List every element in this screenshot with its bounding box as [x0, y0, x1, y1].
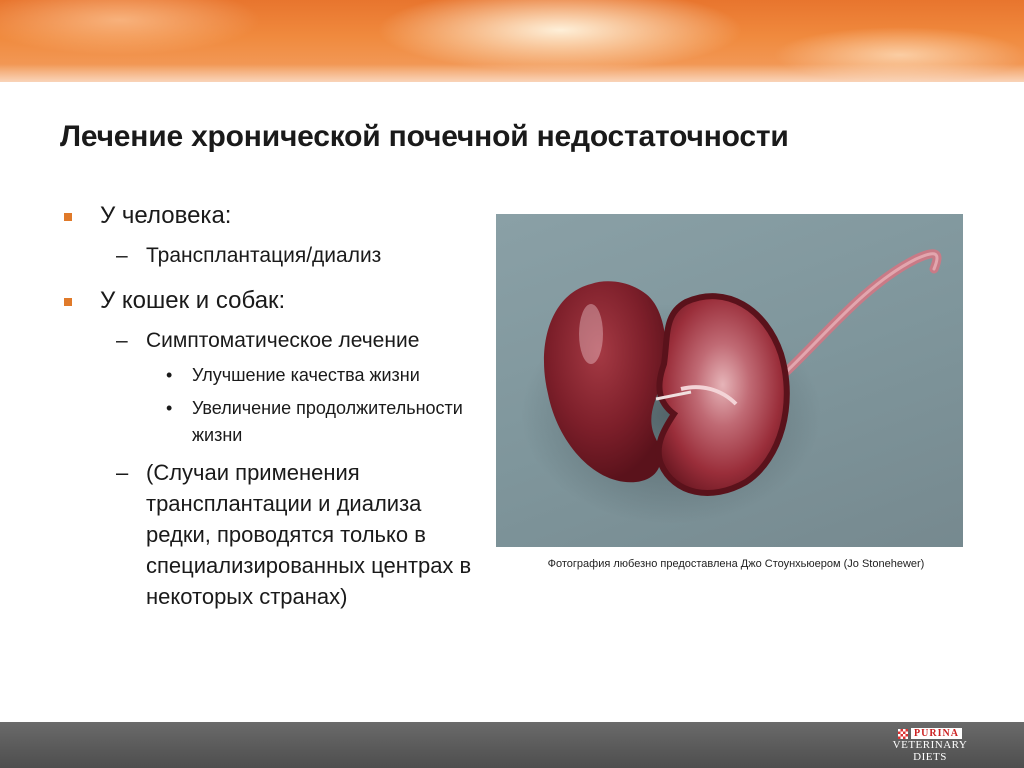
logo-line-1: VETERINARY: [892, 739, 968, 751]
sub-bullet-transplant-dialysis: [60, 240, 490, 271]
sub-sub-bullet-quality: [60, 362, 490, 389]
square-bullet-icon: [64, 298, 72, 306]
sub-bullet-symptomatic: [60, 325, 490, 356]
sub-bullet-text: (Случаи применения трансплантации и диализа редки, проводятся только в специализированных центрах в некоторых странах): [146, 460, 472, 609]
bullet-text: У кошек и собак:: [100, 287, 286, 314]
sub-sub-bullet-text: Улучшение качества жизни: [192, 365, 420, 385]
sub-sub-bullet-text: Увеличение продолжительности жизни: [192, 398, 463, 445]
dash-bullet-icon: –: [116, 244, 128, 267]
bullet-human: [60, 200, 490, 232]
purina-veterinary-diets-logo: [890, 728, 970, 763]
logo-brand: PURINA: [911, 728, 962, 739]
dash-bullet-icon: –: [116, 460, 129, 485]
logo-brand-row: [890, 728, 970, 739]
square-bullet-icon: [64, 213, 72, 221]
dot-bullet-icon: •: [166, 365, 173, 385]
bullet-list: [60, 200, 490, 612]
footer-bar: [0, 722, 1024, 768]
dot-bullet-icon: •: [166, 398, 173, 418]
sub-bullet-text: Симптоматическое лечение: [146, 329, 420, 352]
photo-caption: Фотография любезно предоставлена Джо Стоунхьюером (Jo Stonehewer): [547, 558, 925, 570]
sub-bullet-text: Трансплантация/диализ: [146, 244, 382, 267]
slide-title: Лечение хронической почечной недостаточности: [60, 120, 789, 153]
dash-bullet-icon: –: [116, 329, 128, 352]
top-banner: [0, 0, 1024, 82]
bullet-cats-dogs: [60, 285, 490, 317]
bullet-text: У человека:: [100, 202, 232, 229]
logo-line-2: DIETS: [913, 751, 947, 763]
sub-sub-bullet-lifespan: [60, 395, 490, 449]
kidney-illustration: [496, 214, 963, 547]
checkerboard-icon: [898, 729, 908, 739]
kidney-photo: [496, 214, 963, 547]
sub-bullet-rare-cases: [60, 457, 476, 612]
